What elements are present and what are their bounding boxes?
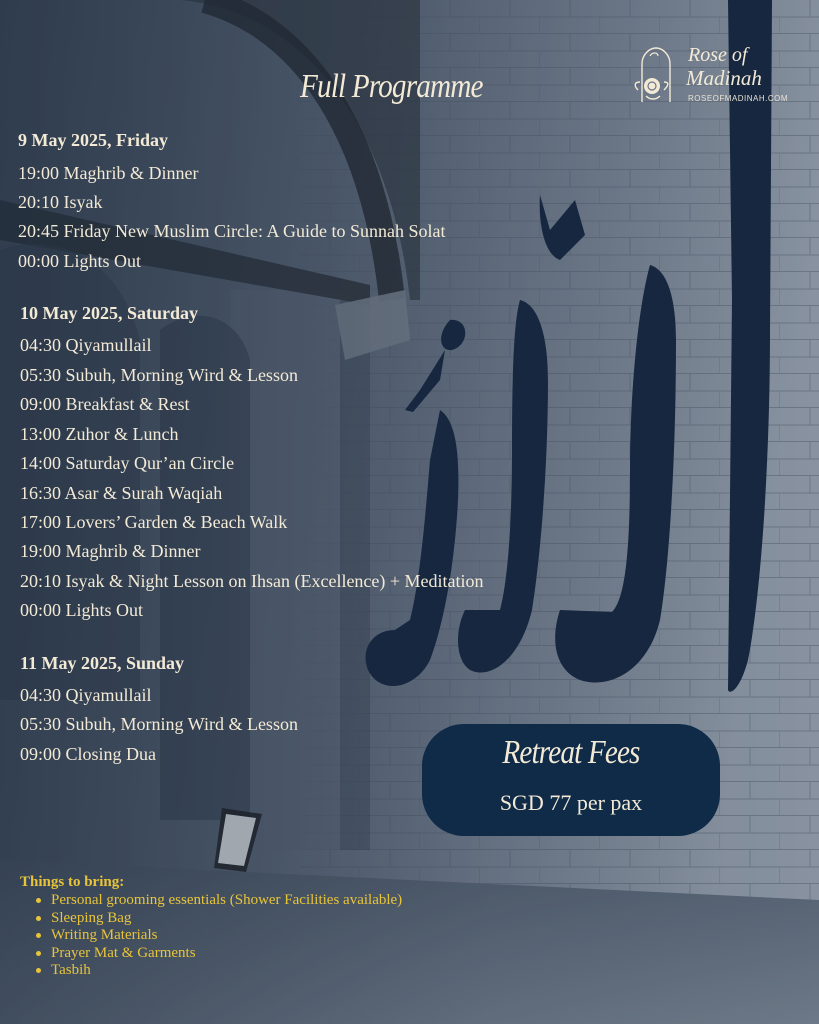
schedule-item: 19:00 Maghrib & Dinner xyxy=(18,163,199,183)
schedule-item: 13:00 Zuhor & Lunch xyxy=(20,424,179,444)
schedule-item: 04:30 Qiyamullail xyxy=(20,685,152,705)
brand-logo xyxy=(628,44,793,106)
things-to-bring-title: Things to bring: xyxy=(20,874,125,890)
things-to-bring-list xyxy=(36,892,402,980)
schedule-item: 20:10 Isyak & Night Lesson on Ihsan (Excellence) + Meditation xyxy=(20,571,484,591)
list-item-label: Prayer Mat & Garments xyxy=(51,944,196,961)
day-heading-saturday: 10 May 2025, Saturday xyxy=(20,303,199,323)
fees-title: Retreat Fees xyxy=(502,734,640,771)
schedule-item: 09:00 Closing Dua xyxy=(20,744,157,764)
logo-line-1: Rose of xyxy=(688,44,748,66)
list-item xyxy=(36,910,402,928)
schedule-item: 20:10 Isyak xyxy=(18,192,103,212)
list-item xyxy=(36,892,402,910)
rose-in-arch-icon xyxy=(628,46,684,104)
bullet-icon xyxy=(36,916,41,921)
bullet-icon xyxy=(36,968,41,973)
schedule-item: 00:00 Lights Out xyxy=(18,251,142,271)
bullet-icon xyxy=(36,951,41,956)
schedule-item: 04:30 Qiyamullail xyxy=(20,335,152,355)
list-item-label: Sleeping Bag xyxy=(51,909,132,926)
schedule-item: 16:30 Asar & Surah Waqiah xyxy=(20,483,223,503)
bullet-icon xyxy=(36,898,41,903)
day-heading-friday: 9 May 2025, Friday xyxy=(18,130,168,150)
fees-price: SGD 77 per pax xyxy=(499,790,643,815)
logo-line-2: Madinah xyxy=(686,66,762,90)
list-item xyxy=(36,927,402,945)
list-item xyxy=(36,945,402,963)
retreat-fees-box xyxy=(422,724,720,836)
day-heading-sunday: 11 May 2025, Sunday xyxy=(20,653,185,673)
schedule-item: 05:30 Subuh, Morning Wird & Lesson xyxy=(20,365,298,385)
schedule-item: 14:00 Saturday Qur’an Circle xyxy=(20,453,235,473)
page-title: Full Programme xyxy=(300,68,483,105)
schedule-item: 00:00 Lights Out xyxy=(20,600,144,620)
bullet-icon xyxy=(36,933,41,938)
schedule-item: 19:00 Maghrib & Dinner xyxy=(20,541,201,561)
schedule-item: 17:00 Lovers’ Garden & Beach Walk xyxy=(20,512,288,532)
list-item-label: Writing Materials xyxy=(51,927,158,943)
logo-website: ROSEOFMADINAH.COM xyxy=(688,94,789,103)
list-item-label: Tasbih xyxy=(51,962,91,978)
list-item xyxy=(36,962,402,980)
schedule-item: 05:30 Subuh, Morning Wird & Lesson xyxy=(20,714,298,734)
schedule-item: 20:45 Friday New Muslim Circle: A Guide to Sunnah Solat xyxy=(18,221,446,241)
list-item-label: Personal grooming essentials (Shower Facilities available) xyxy=(51,892,403,908)
schedule-item: 09:00 Breakfast & Rest xyxy=(20,394,190,414)
